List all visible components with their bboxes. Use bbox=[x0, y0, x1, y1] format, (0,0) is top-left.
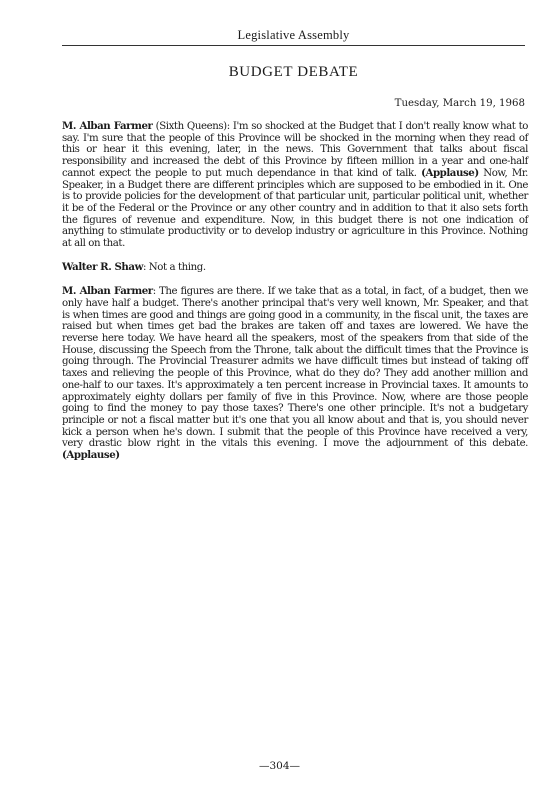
page-number: —304— bbox=[258, 760, 301, 772]
speech-text: Not a thing. bbox=[145, 262, 206, 274]
speaker-name: Walter R. Shaw bbox=[62, 261, 143, 274]
debate-transcript bbox=[62, 121, 528, 474]
sitting-date: Tuesday, March 19, 1968 bbox=[394, 98, 525, 109]
speech-text: I'm so shocked at the Budget that I don't really know what to say. I'm sure that the people of this Province will be shocked in the morning when they read of this or hear it this evening, later, in the news. This Government that talks about fiscal responsibility and increased the debt of this Province by fifteen million in a year and one-half cannot expect the people to put much dependance in that kind of talk. bbox=[62, 121, 528, 179]
speech-text: Now, Mr. Speaker, in a Budget there are different principles which are supposed to be embodied in it. One is to provide policies for the development of that particular unit, particular political unit, whether it be of the Federal or the Province or any other country and in addition to that it also sets forth the figures of revenue and expenditure. Now, in this budget there is not one indication of anything to stimulate productivity or to develop industry or agriculture in this Province. Nothing at all on that. bbox=[62, 167, 528, 250]
speaker-attribution: : bbox=[142, 262, 146, 274]
speaker-name: M. Alban Farmer bbox=[62, 120, 153, 132]
speech-paragraph bbox=[62, 286, 528, 462]
running-header: Legislative Assembly bbox=[237, 28, 350, 42]
section-title: BUDGET DEBATE bbox=[228, 64, 359, 80]
applause-note: (Applause) bbox=[421, 166, 479, 179]
speaker-name: M. Alban Farmer bbox=[62, 285, 153, 298]
speaker-attribution: (Sixth Queens): bbox=[152, 121, 230, 132]
speaker-attribution: : bbox=[152, 286, 156, 298]
speech-paragraph bbox=[62, 262, 528, 274]
speech-paragraph bbox=[62, 121, 528, 250]
header-rule bbox=[62, 45, 525, 46]
applause-note: (Applause) bbox=[62, 449, 120, 462]
speech-text: The figures are there. If we take that as a total, in fact, of a budget, then we only have half a budget. There's another principal that's very well known, Mr. Speaker, and that is when times are good and things are going good in a community, in the fiscal unit, the taxes are raised but when times get bad the brakes are taken off and taxes are lowered. We have the reverse here today. We have heard all the speakers, most of the speakers from that side of the House, discussing the Speech from the Throne, talk about the difficult times that the Province is going through. The Provincial Treasurer admits we have difficult times but instead of taking off taxes and relieving the people of this Province, what do they do? They add another million and one-half to our taxes. It's approximately a ten percent increase in Provincial taxes. It amounts to approximately eighty dollars per family of five in this Province. Now, where are those people going to find the money to pay those taxes? There's one other principle. It's not a budgetary principle or not a fiscal matter but it's one that you all know about and that is, you should never kick a person when he's down. I submit that the people of this Province have received a very, very drastic blow right in the vitals this evening. I move the adjournment of this debate. bbox=[62, 286, 528, 450]
